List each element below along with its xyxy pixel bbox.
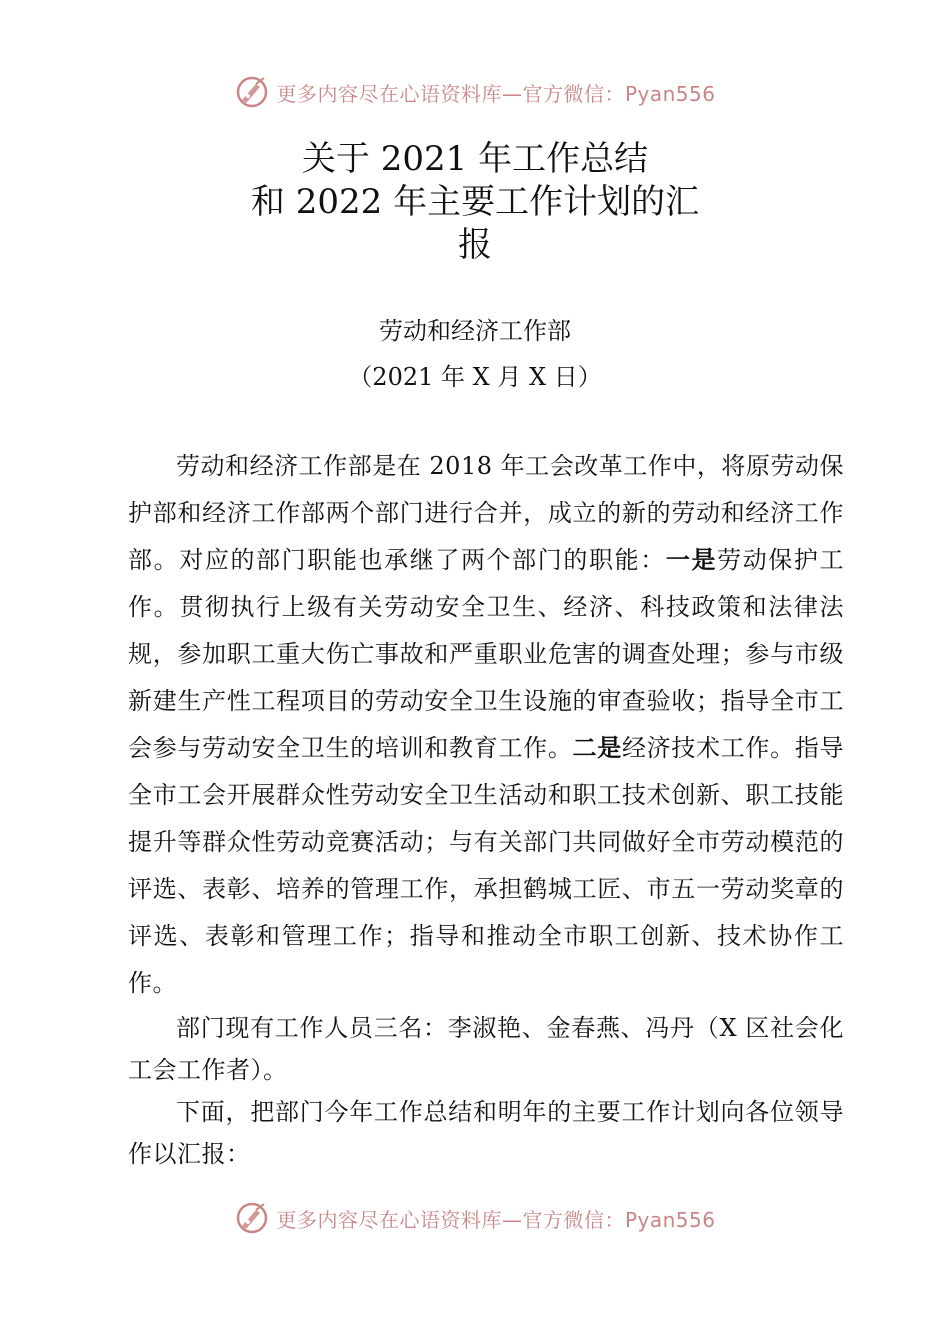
watermark-footer (0, 1196, 950, 1240)
department-name: 劳动和经济工作部 (379, 317, 571, 345)
pen-on-circle-logo-icon (234, 1200, 270, 1236)
pen-on-circle-logo-icon (234, 74, 270, 110)
document-title (0, 138, 950, 267)
document-body (128, 443, 844, 1175)
report-date: （2021 年 X 月 X 日） (348, 363, 602, 391)
paragraph-text: 劳动保护工作。贯彻执行上级有关劳动安全卫生、经济、科技政策和法律法规，参加职工重大伤亡事故和严重职业危害的调查处理；参与市级新建生产性工程项目的劳动安全卫生设施的审查验收；指导全市工会参与劳动安全卫生的培训和教育工作。 (128, 546, 845, 762)
title-line-3: 报 (458, 225, 492, 265)
paragraph-text: 经济技术工作。指导全市工会开展群众性劳动安全卫生活动和职工技术创新、职工技能提升等群众性劳动竞赛活动；与有关部门共同做好全市劳动模范的评选、表彰、培养的管理工作，承担鹤城工匠、市五一劳动奖章的评选、表彰和管理工作；指导和推动全市职工创新、技术协作工作。 (128, 734, 845, 997)
watermark-text: 更多内容尽在心语资料库—官方微信：Pyan556 (276, 1207, 716, 1232)
paragraph-staff: 部门现有工作人员三名：李淑艳、金春燕、冯丹（X 区社会化工会工作者）。 (128, 1014, 844, 1084)
title-line-2: 和 2022 年主要工作计划的汇 (250, 182, 700, 222)
title-line-1: 关于 2021 年工作总结 (301, 139, 649, 179)
watermark-text: 更多内容尽在心语资料库—官方微信：Pyan556 (276, 81, 716, 106)
watermark-header (0, 70, 950, 114)
paragraph-intro: 下面，把部门今年工作总结和明年的主要工作计划向各位领导作以汇报： (128, 1098, 844, 1168)
emphasis-first: 一是 (665, 546, 718, 574)
paragraph-text: 劳动和经济工作部是在 2018 年工会改革工作中，将原劳动保护部和经济工作部两个部门进行合并，成立的新的劳动和经济工作部。对应的部门职能也承继了两个部门的职能： (128, 452, 844, 574)
paragraph-functions (128, 443, 844, 1007)
emphasis-second: 二是 (572, 734, 622, 762)
